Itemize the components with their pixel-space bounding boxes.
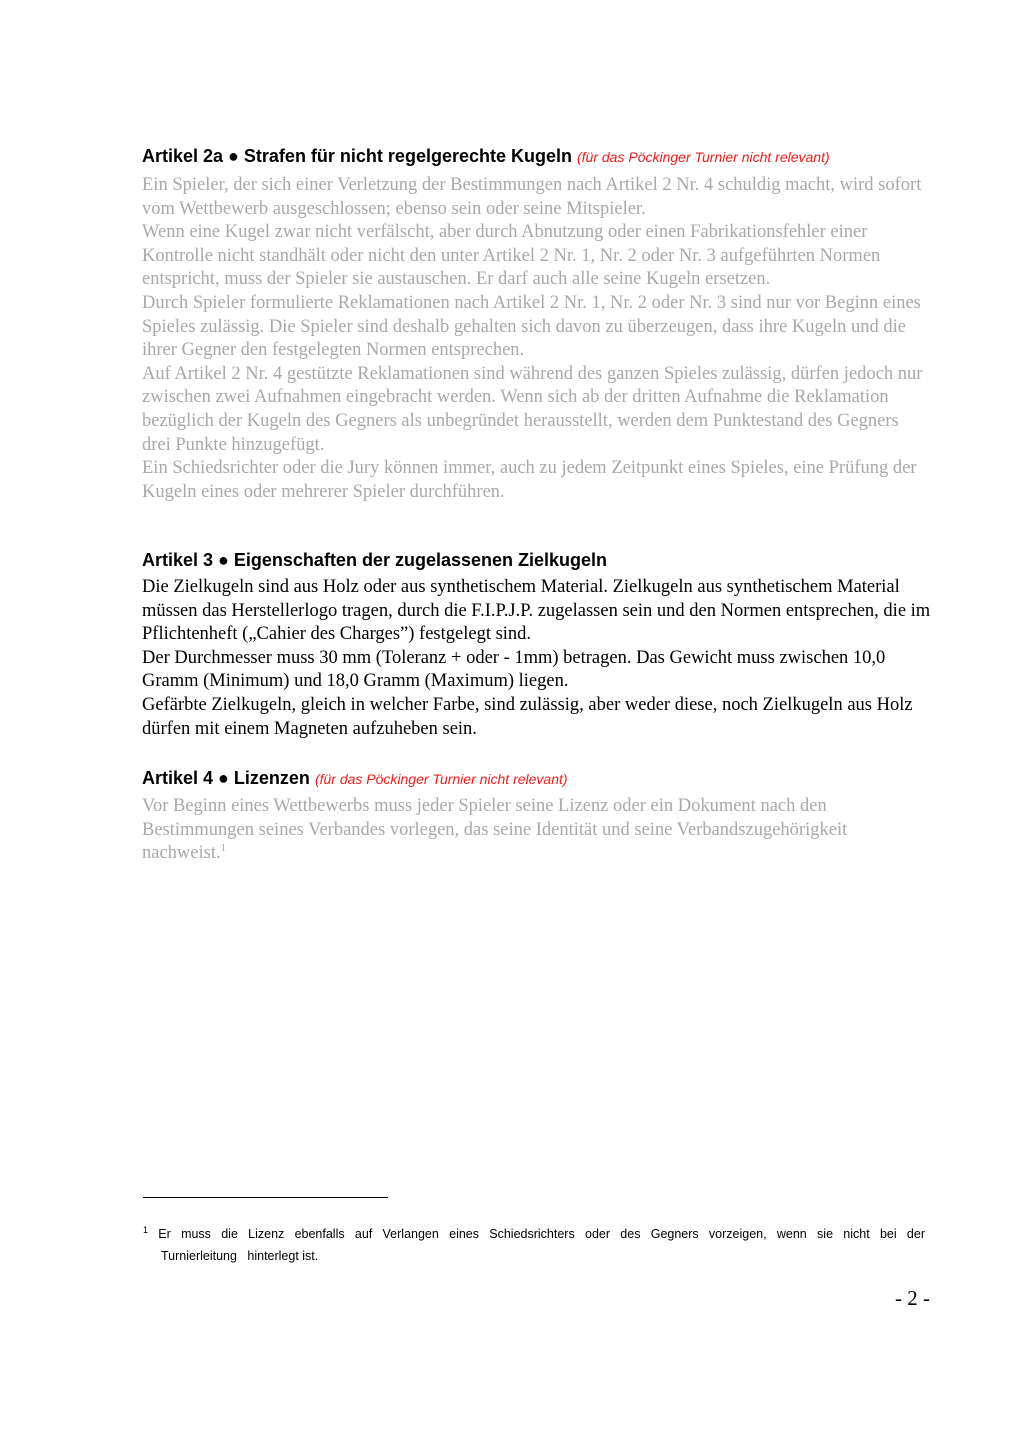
section-body xyxy=(142,576,932,741)
paragraph-text: Vor Beginn eines Wettbewerbs muss jeder Spieler seine Lizenz oder ein Dokument nach den Bestimmungen seines Verbandes vorlegen, das seine Identität und seine Verbandszugehörigkeit nachweist. xyxy=(142,796,848,864)
section-title: Artikel 2a ● Strafen für nicht regelgerechte Kugeln xyxy=(142,146,572,166)
paragraph: Gefärbte Zielkugeln, gleich in welcher Farbe, sind zulässig, aber weder diese, noch Zielkugeln aus Holz dürfen mit einem Magneten aufzuheben sein. xyxy=(142,694,913,739)
section-artikel-2a xyxy=(142,144,932,504)
section-heading xyxy=(142,548,932,572)
section-title: Artikel 4 ● Lizenzen xyxy=(142,768,310,788)
footnote xyxy=(143,1223,925,1267)
section-heading xyxy=(142,766,932,791)
section-artikel-3 xyxy=(142,548,932,741)
relevance-note: (für das Pöckinger Turnier nicht relevant) xyxy=(577,149,830,165)
paragraph: Der Durchmesser muss 30 mm (Toleranz + oder - 1mm) betragen. Das Gewicht muss zwischen 10,0 Gramm (Minimum) und 18,0 Gramm (Maximum) liegen. xyxy=(142,647,886,692)
paragraph: Ein Schiedsrichter oder die Jury können immer, auch zu jedem Zeitpunkt eines Spieles, eine Prüfung der Kugeln eines oder mehrerer Spieler durchführen. xyxy=(142,458,917,502)
section-heading xyxy=(142,144,932,169)
paragraph: Durch Spieler formulierte Reklamationen nach Artikel 2 Nr. 1, Nr. 2 oder Nr. 3 sind nur vor Beginn eines Spieles zulässig. Die Spieler sind deshalb gehalten sich davon zu überzeugen, dass ihre Kugeln und die ihrer Gegner den festgelegten Normen entsprechen. xyxy=(142,292,921,361)
footnote-text: Er muss die Lizenz ebenfalls auf Verlangen eines Schiedsrichters oder des Gegners vorzeigen, wenn sie nicht bei der xyxy=(158,1227,925,1241)
footnote-marker: 1 xyxy=(143,1224,149,1235)
paragraph: Die Zielkugeln sind aus Holz oder aus synthetischem Material. Zielkugeln aus synthetischem Material müssen das Herstellerlogo tragen, durch die F.I.P.J.P. zugelassen sein und den Normen entsprechen, die im Pflichtenheft („Cahier des Charges”) festgelegt sind. xyxy=(142,577,931,645)
footnote-reference[interactable]: 1 xyxy=(220,842,227,855)
section-body xyxy=(142,174,932,504)
paragraph: Wenn eine Kugel zwar nicht verfälscht, aber durch Abnutzung oder einen Fabrikationsfehler einer Kontrolle nicht standhält oder nicht den unter Artikel 2 Nr. 1, Nr. 2 oder Nr. 3 aufgeführten Normen entspricht, muss der Spieler sie austauschen. Er darf auch alle seine Kugeln ersetzen. xyxy=(142,222,881,290)
footnote-separator xyxy=(143,1197,388,1198)
section-body xyxy=(142,795,932,866)
paragraph: Auf Artikel 2 Nr. 4 gestützte Reklamationen sind während des ganzen Spieles zulässig, dürfen jedoch nur zwischen zwei Aufnahmen eingebracht werden. Wenn sich ab der dritten Aufnahme die Reklamation bezüglich der Kugeln des Gegners als unbegründet herausstellt, werden dem Punktestand des Gegners drei Punkte hinzugefügt. xyxy=(142,363,923,455)
paragraph xyxy=(142,795,932,866)
paragraph: Ein Spieler, der sich einer Verletzung der Bestimmungen nach Artikel 2 Nr. 4 schuldig macht, wird sofort vom Wettbewerb ausgeschlossen; ebenso sein oder seine Mitspieler. xyxy=(142,175,922,219)
section-artikel-4 xyxy=(142,766,932,866)
footnote-line xyxy=(143,1223,925,1245)
relevance-note: (für das Pöckinger Turnier nicht relevant) xyxy=(314,771,568,787)
footnote-line: Turnierleitung hinterlegt ist. xyxy=(161,1249,319,1263)
page-number: - 2 - xyxy=(895,1286,930,1310)
section-title: Artikel 3 ● Eigenschaften der zugelassenen Zielkugeln xyxy=(142,550,608,570)
